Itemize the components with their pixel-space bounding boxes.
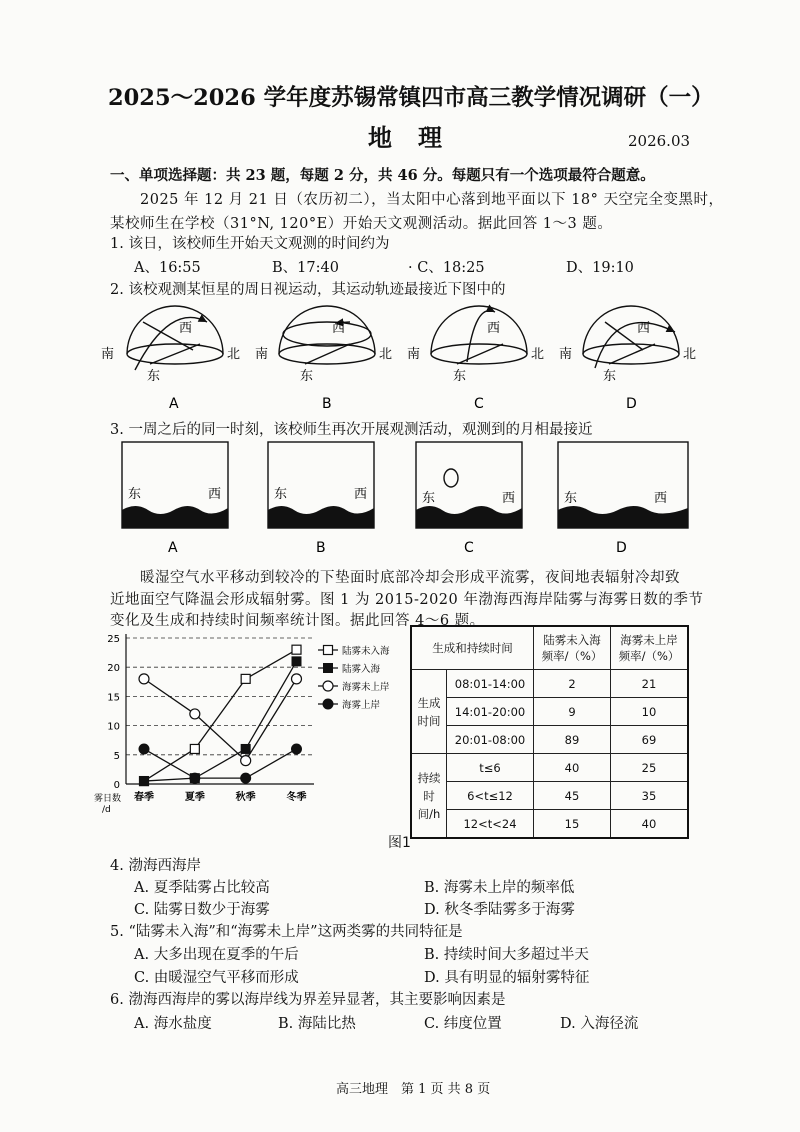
q3-stem: 3. 一周之后的同一时刻，该校师生再次开展观测活动，观测到的月相最接近 — [110, 422, 593, 438]
sphere-d-west: 西 — [637, 321, 651, 336]
fog-days-line-chart — [92, 628, 404, 828]
sphere-c-north: 北 — [531, 347, 545, 362]
sphere-a-west: 西 — [179, 321, 193, 336]
data-point — [241, 674, 250, 683]
sphere-d-east: 东 — [603, 369, 617, 384]
table-cell-land: 9 — [534, 698, 611, 726]
q1-option-d: D、19:10 — [566, 260, 634, 276]
q4-option-a: A. 夏季陆雾占比较高 — [134, 880, 270, 896]
moon-d-east: 东 — [564, 491, 578, 506]
table-header-sea-fog-name: 海雾未上岸 — [620, 633, 678, 647]
exam-date: 2026.03 — [628, 132, 691, 150]
q6-option-a: A. 海水盐度 — [134, 1016, 212, 1032]
exam-title: 2025～2026 学年度苏锡常镇四市高三教学情况调研（一） — [108, 85, 714, 111]
sphere-b-east: 东 — [300, 369, 314, 384]
data-point — [324, 664, 333, 673]
table-header-land-fog-name: 陆雾未入海 — [543, 633, 601, 647]
data-point — [323, 699, 333, 709]
y-tick-label: 20 — [107, 663, 120, 675]
q5-option-c: C. 由暖湿空气平移而形成 — [134, 970, 299, 986]
intro2-line1: 暖湿空气水平移动到较冷的下垫面时底部冷却会形成平流雾，夜间地表辐射冷却致 — [140, 570, 680, 586]
sphere-c-west: 西 — [487, 321, 501, 336]
y-axis-label: 雾日数 — [94, 794, 122, 804]
chart-series — [139, 645, 302, 785]
legend-label: 海雾未上岸 — [342, 682, 390, 693]
q1-stem: 1. 该日，该校师生开始天文观测的时间约为 — [110, 236, 390, 252]
intro1-line2: 某校师生在学校（31°N, 120°E）开始天文观测活动。据此回答 1～3 题。 — [110, 216, 613, 232]
table-cell-sea: 40 — [611, 810, 689, 839]
q2-stem: 2. 该校观测某恒星的周日视运动，其运动轨迹最接近下图中的 — [110, 282, 506, 298]
moon-panel-b — [268, 442, 374, 528]
legend-label: 陆雾未入海 — [342, 646, 390, 657]
series-2 — [140, 657, 302, 786]
subject-title: 地理 — [368, 123, 468, 152]
table-cell-land: 40 — [534, 754, 611, 782]
moon-phase-panels — [118, 440, 698, 560]
data-point — [190, 709, 200, 719]
table-cell-sea: 25 — [611, 754, 689, 782]
sphere-d-label: D — [626, 396, 637, 412]
moon-panel-d — [558, 442, 688, 528]
table-row-label: 08:01-14:00 — [447, 670, 534, 698]
moon-panel-a — [122, 442, 228, 528]
sphere-d-north: 北 — [683, 347, 697, 362]
chart-legend — [318, 645, 390, 711]
moon-d-west: 西 — [654, 491, 668, 506]
x-tick-label: 秋季 — [235, 792, 256, 803]
table-header-sea-fog — [611, 626, 689, 670]
moon-a-east: 东 — [128, 487, 142, 502]
legend-label: 陆雾入海 — [342, 664, 381, 675]
table-row-label: 20:01-08:00 — [447, 726, 534, 754]
table-cell-land: 45 — [534, 782, 611, 810]
moon-c-label: C — [464, 540, 474, 556]
data-point — [292, 744, 302, 754]
q4-option-d: D. 秋冬季陆雾多于海雾 — [424, 902, 575, 918]
data-point — [292, 645, 301, 654]
moon-a-label: A — [168, 540, 178, 556]
fog-frequency-table — [410, 625, 689, 839]
table-group-duration: 持续时间/h — [411, 754, 447, 839]
moon-a-west: 西 — [208, 487, 222, 502]
sphere-b-north: 北 — [379, 347, 393, 362]
sphere-a-east: 东 — [147, 369, 161, 384]
q1-option-c: · C、18:25 — [408, 260, 485, 276]
figure-caption: 图1 — [388, 835, 411, 851]
moon-b-east: 东 — [274, 487, 288, 502]
q5-option-a: A. 大多出现在夏季的午后 — [134, 947, 299, 963]
x-tick-label: 冬季 — [286, 792, 307, 803]
q4-stem: 4. 渤海西海岸 — [110, 858, 201, 874]
sphere-a-label: A — [169, 396, 179, 412]
full-moon-icon — [444, 469, 458, 487]
q1-option-a: A、16:55 — [134, 260, 201, 276]
y-tick-label: 5 — [113, 750, 120, 762]
y-tick-label: 15 — [107, 692, 120, 704]
page-footer: 高三地理 第 1 页 共 8 页 — [336, 1082, 491, 1097]
sphere-b — [279, 306, 375, 364]
table-cell-land: 89 — [534, 726, 611, 754]
data-point — [324, 646, 333, 655]
q6-option-b: B. 海陆比热 — [278, 1016, 356, 1032]
data-point — [241, 744, 250, 753]
q5-option-d: D. 具有明显的辐射雾特征 — [424, 970, 590, 986]
sphere-a-north: 北 — [227, 347, 241, 362]
data-point — [140, 777, 149, 786]
q1-option-b: B、17:40 — [272, 260, 339, 276]
moon-d-label: D — [616, 540, 627, 556]
moon-c-east: 东 — [422, 491, 436, 506]
series-1 — [140, 645, 302, 785]
moon-b-label: B — [316, 540, 326, 556]
intro2-line3: 变化及生成和持续时间频率统计图。据此回答 4～6 题。 — [110, 613, 485, 629]
data-point — [292, 674, 302, 684]
table-cell-sea: 21 — [611, 670, 689, 698]
data-point — [139, 744, 149, 754]
data-point — [190, 773, 200, 783]
table-row-label: t≤6 — [447, 754, 534, 782]
data-point — [139, 674, 149, 684]
sphere-b-label: B — [322, 396, 332, 412]
table-header-land-fog — [534, 626, 611, 670]
y-tick-label: 25 — [107, 634, 120, 645]
table-row-label: 6<t≤12 — [447, 782, 534, 810]
table-cell-sea: 35 — [611, 782, 689, 810]
celestial-sphere-diagrams — [95, 292, 735, 418]
table-group-formation: 生成时间 — [411, 670, 447, 754]
sphere-a-south: 南 — [101, 347, 115, 362]
moon-c-west: 西 — [502, 491, 516, 506]
series-line — [144, 661, 297, 781]
q6-option-d: D. 入海径流 — [560, 1016, 639, 1032]
sphere-c-south: 南 — [407, 347, 421, 362]
data-point — [323, 681, 333, 691]
moon-panel-c — [416, 442, 522, 528]
table-cell-land: 15 — [534, 810, 611, 839]
table-header-sea-fog-unit: 频率/（%） — [618, 649, 680, 663]
table-cell-sea: 10 — [611, 698, 689, 726]
sphere-c-east: 东 — [453, 369, 467, 384]
data-point — [190, 744, 199, 753]
y-tick-label: 10 — [107, 721, 120, 733]
x-tick-label: 春季 — [134, 792, 154, 803]
q4-option-c: C. 陆雾日数少于海雾 — [134, 902, 270, 918]
sphere-c — [431, 306, 527, 364]
y-tick-label: 0 — [113, 780, 120, 791]
sphere-b-south: 南 — [255, 347, 269, 362]
series-line — [144, 679, 297, 761]
table-row-label: 14:01-20:00 — [447, 698, 534, 726]
x-tick-label: 夏季 — [184, 792, 205, 803]
legend-label: 海雾上岸 — [342, 700, 381, 711]
q6-stem: 6. 渤海西海岸的雾以海岸线为界差异显著，其主要影响因素是 — [110, 992, 506, 1008]
q4-option-b: B. 海雾未上岸的频率低 — [424, 880, 575, 896]
data-point — [241, 756, 251, 766]
q5-option-b: B. 持续时间大多超过半天 — [424, 947, 589, 963]
intro2-line2: 近地面空气降温会形成辐射雾。图 1 为 2015-2020 年渤海西海岸陆雾与海雾日数的季节 — [110, 592, 704, 608]
sphere-d — [583, 306, 679, 368]
table-header-land-fog-unit: 频率/（%） — [541, 649, 603, 663]
sphere-a — [127, 306, 223, 370]
y-axis-unit: /d — [102, 805, 111, 815]
sphere-c-label: C — [474, 396, 484, 412]
table-cell-sea: 69 — [611, 726, 689, 754]
series-3 — [139, 674, 302, 766]
data-point — [292, 657, 301, 666]
sphere-b-west: 西 — [332, 321, 346, 336]
data-point — [241, 773, 251, 783]
table-header-time: 生成和持续时间 — [411, 626, 534, 670]
q5-stem: 5. “陆雾未入海”和“海雾未上岸”这两类雾的共同特征是 — [110, 924, 463, 940]
section-heading: 一、单项选择题：共 23 题，每题 2 分，共 46 分。每题只有一个选项最符合题意。 — [110, 167, 655, 184]
q6-option-c: C. 纬度位置 — [424, 1016, 502, 1032]
intro1-line1: 2025 年 12 月 21 日（农历初二），当太阳中心落到地平面以下 18° 天空完全变黑时， — [140, 192, 724, 208]
table-row-label: 12<t<24 — [447, 810, 534, 839]
table-cell-land: 2 — [534, 670, 611, 698]
sphere-d-south: 南 — [559, 347, 573, 362]
moon-b-west: 西 — [354, 487, 368, 502]
